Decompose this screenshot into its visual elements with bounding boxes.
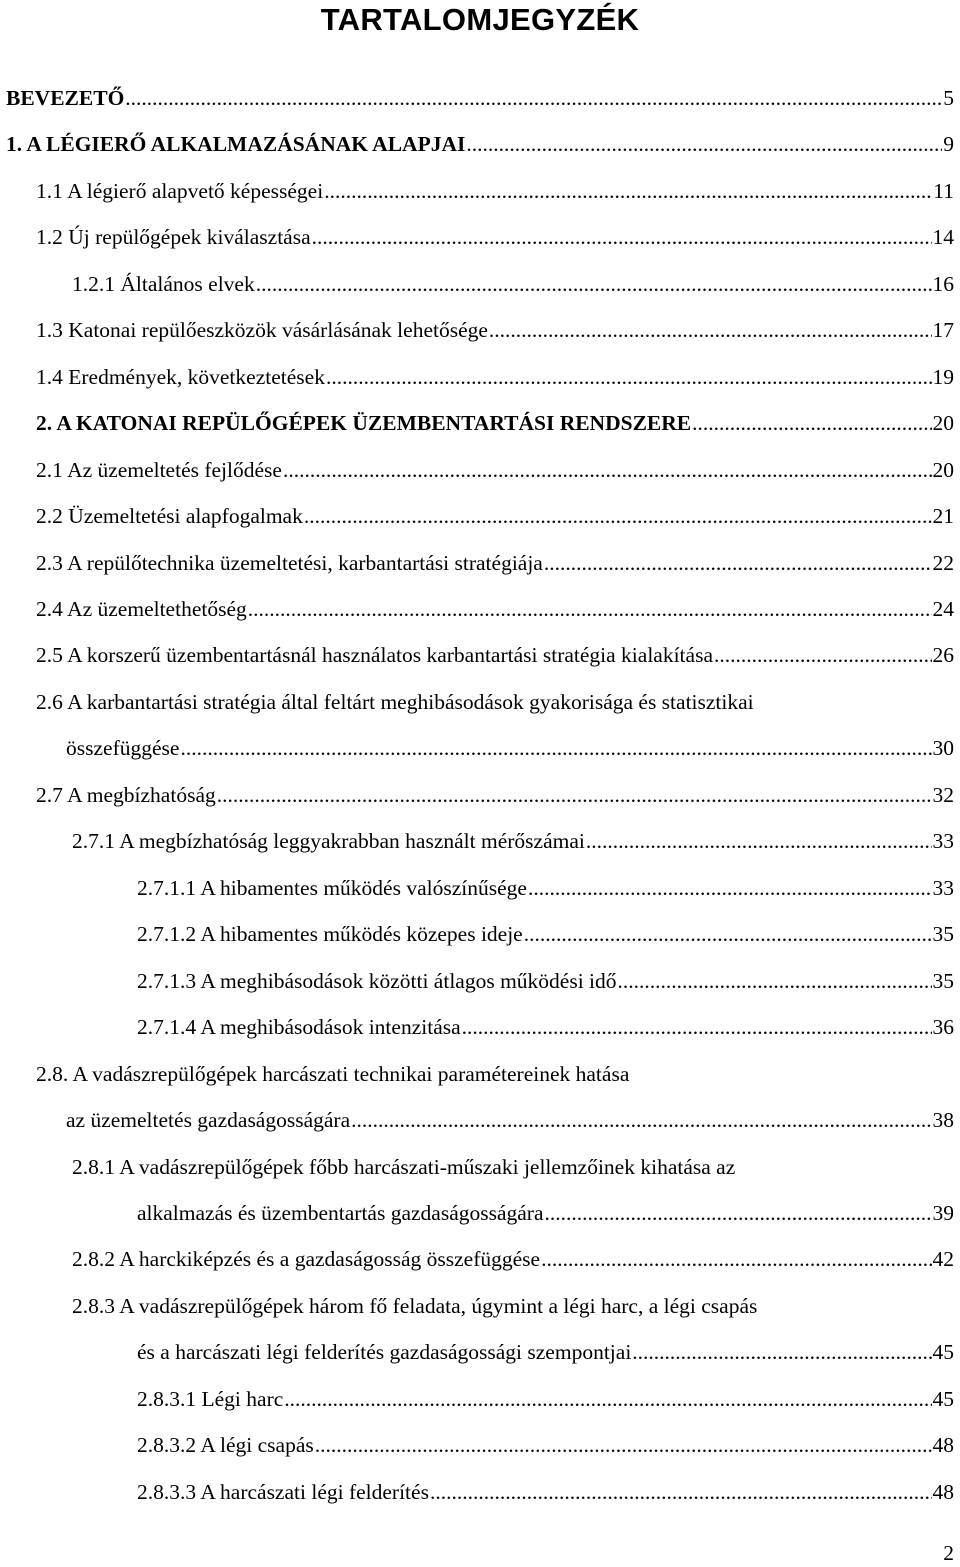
toc-leader-dots (312, 223, 932, 251)
toc-leader-dots (351, 1106, 931, 1134)
toc-entry-page: 16 (932, 272, 954, 296)
toc-entry-page: 48 (932, 1433, 954, 1457)
toc-entry-page: 35 (932, 969, 954, 993)
toc-entry[interactable] (36, 549, 954, 577)
toc-leader-dots (714, 641, 932, 669)
toc-leader-dots (304, 502, 932, 530)
toc-entry[interactable] (36, 641, 954, 669)
toc-entry[interactable] (36, 781, 954, 809)
toc-entry-title: 2.7.1.2 A hibamentes működés közepes ideje (137, 922, 523, 946)
toc-entry-title: 2.7.1 A megbízhatóság leggyakrabban használt mérőszámai (72, 829, 585, 853)
toc-entry[interactable] (137, 1199, 954, 1227)
toc-entry-title: összefüggése (66, 736, 180, 760)
toc-leader-dots (283, 456, 932, 484)
toc-entry-title: 2.8.3.2 A légi csapás (137, 1433, 314, 1457)
toc-leader-dots (256, 270, 932, 298)
toc-entry-page: 11 (933, 179, 954, 203)
toc-entry-page: 39 (932, 1201, 954, 1225)
toc-entry-title: 1.3 Katonai repülőeszközök vásárlásának lehetősége (36, 318, 488, 342)
page-title: TARTALOMJEGYZÉK (320, 2, 640, 37)
toc-entry-title: és a harcászati légi felderítés gazdaságossági szempontjai (137, 1340, 632, 1364)
toc-leader-dots (315, 1431, 932, 1459)
toc-entry-title: 2. A KATONAI REPÜLŐGÉPEK ÜZEMBENTARTÁSI RENDSZERE (36, 411, 692, 435)
toc-leader-dots (586, 827, 932, 855)
toc-entry-title: 2.2 Üzemeltetési alapfogalmak (36, 504, 303, 528)
toc-leader-dots (528, 874, 932, 902)
toc-entry[interactable] (137, 1338, 954, 1366)
toc-entry[interactable] (36, 363, 954, 391)
toc-entry-page: 33 (932, 876, 954, 900)
toc-entry-page: 24 (932, 597, 954, 621)
toc-entry[interactable] (72, 270, 954, 298)
toc-entry[interactable] (6, 84, 954, 112)
toc-entry[interactable] (137, 1385, 954, 1413)
toc-entry-page: 22 (932, 551, 954, 575)
toc-entry[interactable] (36, 177, 954, 205)
toc-entry-page: 33 (932, 829, 954, 853)
toc-leader-dots (430, 1478, 932, 1506)
toc-entry[interactable] (72, 1245, 954, 1273)
toc-entry[interactable] (36, 316, 954, 344)
toc-entry-title: 2.7.1.1 A hibamentes működés valószínűsége (137, 876, 527, 900)
toc-entry-page: 21 (932, 504, 954, 528)
toc-leader-dots (180, 734, 931, 762)
page-number: 2 (943, 1541, 954, 1565)
toc-leader-dots (217, 781, 932, 809)
toc-leader-dots (125, 84, 942, 112)
toc-entry[interactable] (137, 920, 954, 948)
toc-entry-page: 36 (932, 1015, 954, 1039)
toc-entry-page: 38 (932, 1108, 954, 1132)
toc-entry-page: 26 (932, 643, 954, 667)
toc-entry[interactable] (36, 409, 954, 437)
toc-entry-title: 2.7.1.4 A meghibásodások intenzitása (137, 1015, 461, 1039)
toc-entry-page: 35 (932, 922, 954, 946)
toc-entry-page: 20 (932, 411, 954, 435)
toc-entry[interactable] (137, 1431, 954, 1459)
toc-entry-title: 2.8.3.3 A harcászati légi felderítés (137, 1480, 429, 1504)
toc-entry-title: 2.8.3.1 Légi harc (137, 1387, 284, 1411)
toc-entry-title: 2.3 A repülőtechnika üzemeltetési, karbantartási stratégiája (36, 551, 543, 575)
toc-leader-dots (632, 1338, 931, 1366)
toc-entry[interactable] (137, 967, 954, 995)
toc-entry[interactable] (137, 1478, 954, 1506)
toc-entry-page: 19 (932, 365, 954, 389)
toc-entry[interactable] (72, 827, 954, 855)
toc-entry-title: 2.7 A megbízhatóság (36, 783, 216, 807)
toc-entry-title-line1[interactable]: 2.8. A vadászrepülőgépek harcászati technikai paramétereinek hatása (36, 1062, 630, 1086)
toc-leader-dots (462, 1013, 932, 1041)
toc-entry-title: alkalmazás és üzembentartás gazdaságosságára (137, 1201, 544, 1225)
toc-leader-dots (466, 130, 942, 158)
toc-leader-dots (326, 363, 932, 391)
toc-entry-page: 30 (932, 736, 954, 760)
toc-entry[interactable] (137, 1013, 954, 1041)
toc-leader-dots (324, 177, 932, 205)
toc-entry[interactable] (66, 1106, 954, 1134)
toc-entry-title-line1[interactable]: 2.6 A karbantartási stratégia által feltárt meghibásodások gyakorisága és statisztikai (36, 690, 754, 714)
toc-entry[interactable] (36, 456, 954, 484)
toc-entry-title: 1.2 Új repülőgépek kiválasztása (36, 225, 311, 249)
toc-entry[interactable] (36, 595, 954, 623)
toc-entry-page: 20 (932, 458, 954, 482)
toc-leader-dots (692, 409, 931, 437)
toc-leader-dots (489, 316, 932, 344)
toc-entry-page: 45 (932, 1387, 954, 1411)
toc-entry-page: 32 (932, 783, 954, 807)
toc-entry[interactable] (36, 502, 954, 530)
toc-entry-page: 9 (943, 132, 954, 156)
toc-entry-title: az üzemeltetés gazdaságosságára (66, 1108, 351, 1132)
toc-entry-title: 2.5 A korszerű üzembentartásnál használatos karbantartási stratégia kialakítása (36, 643, 713, 667)
toc-entry-title: 2.7.1.3 A meghibásodások közötti átlagos működési idő (137, 969, 617, 993)
toc-leader-dots (541, 1245, 931, 1273)
toc-entry-page: 17 (932, 318, 954, 342)
toc-entry[interactable] (6, 130, 954, 158)
toc-entry[interactable] (66, 734, 954, 762)
toc-entry-title: 1.2.1 Általános elvek (72, 272, 255, 296)
toc-entry-title: 1.1 A légierő alapvető képességei (36, 179, 324, 203)
toc-leader-dots (284, 1385, 931, 1413)
toc-entry-title: 2.4 Az üzemeltethetőség (36, 597, 247, 621)
toc-entry-title: 2.8.2 A harckiképzés és a gazdaságosság összefüggése (72, 1247, 541, 1271)
toc-entry-title: 2.1 Az üzemeltetés fejlődése (36, 458, 282, 482)
toc-entry-title: 1.4 Eredmények, következtetések (36, 365, 325, 389)
toc-leader-dots (544, 549, 932, 577)
toc-entry-page: 5 (943, 86, 954, 110)
toc-leader-dots (524, 920, 932, 948)
toc-entry-page: 48 (932, 1480, 954, 1504)
toc-entry-page: 14 (932, 225, 954, 249)
toc-entry[interactable] (137, 874, 954, 902)
toc-entry-title-line1[interactable]: 2.8.1 A vadászrepülőgépek főbb harcászati-műszaki jellemzőinek kihatása az (72, 1155, 736, 1179)
toc-entry[interactable] (36, 223, 954, 251)
toc-leader-dots (248, 595, 932, 623)
toc-entry-title: BEVEZETŐ (6, 86, 125, 110)
toc-leader-dots (545, 1199, 932, 1227)
toc-entry-page: 42 (932, 1247, 954, 1271)
toc-leader-dots (618, 967, 932, 995)
toc-entry-title-line1[interactable]: 2.8.3 A vadászrepülőgépek három fő feladata, úgymint a légi harc, a légi csapás (72, 1294, 758, 1318)
toc-entry-title: 1. A LÉGIERŐ ALKALMAZÁSÁNAK ALAPJAI (6, 132, 466, 156)
toc-entry-page: 45 (932, 1340, 954, 1364)
